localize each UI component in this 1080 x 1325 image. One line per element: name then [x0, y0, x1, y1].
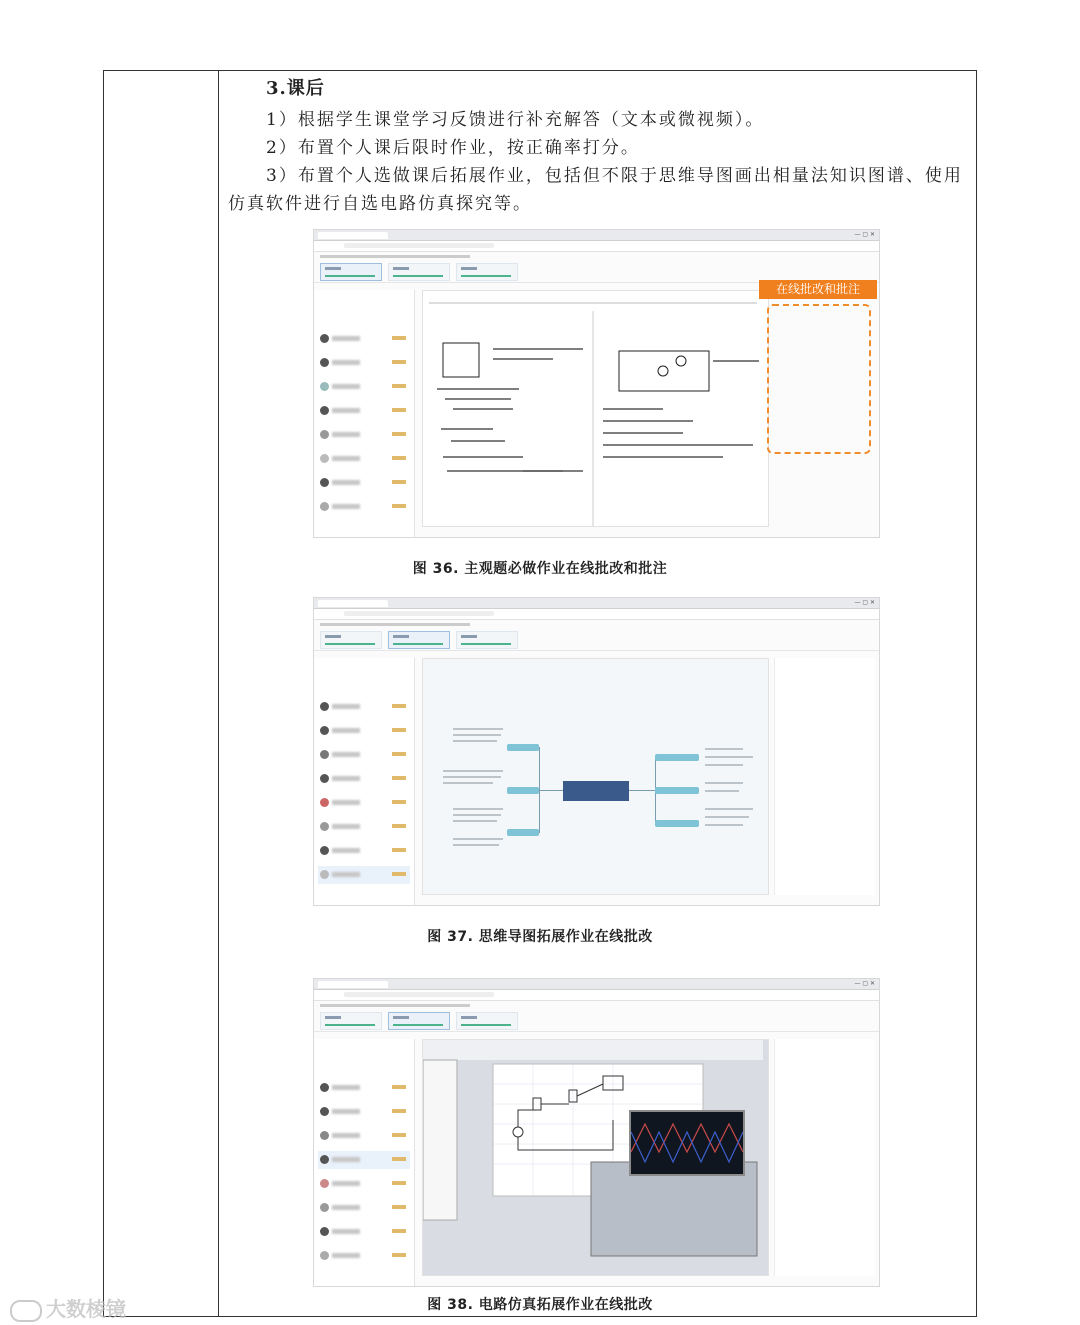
- grading-panel: [775, 460, 875, 527]
- figure-caption: 图 36. 主观题必做作业在线批改和批注: [412, 561, 668, 577]
- oscilloscope-display: [629, 1110, 745, 1176]
- figure-caption: 图 37. 思维导图拓展作业在线批改: [427, 929, 653, 945]
- screenshot-figure-36: — ▢ ✕ 在线批改和批注: [313, 229, 880, 538]
- list-item: 3）布置个人选做课后拓展作业，包括但不限于思维导图画出相量法知识图谱、使用仿真软件进行自选电路仿真探究等。: [228, 166, 963, 214]
- mindmap-canvas: [422, 658, 769, 895]
- grading-panel: [774, 1039, 875, 1276]
- circuit-simulation-window: [422, 1039, 769, 1276]
- student-list: [314, 658, 415, 905]
- table-column-divider: [218, 70, 219, 1317]
- watermark: 大数棱镜: [10, 1293, 126, 1322]
- list-item: 2）布置个人课后限时作业，按正确率打分。: [266, 138, 640, 158]
- grading-panel: [774, 658, 875, 895]
- handwriting-image: [423, 291, 763, 531]
- annotation-highlight-box: [767, 304, 871, 454]
- watermark-logo-icon: [10, 1300, 42, 1322]
- online-grading-badge: 在线批改和批注: [759, 280, 877, 299]
- list-item: 1）根据学生课堂学习反馈进行补充解答（文本或微视频）。: [266, 110, 765, 130]
- screenshot-figure-38: — ▢ ✕: [313, 978, 880, 1287]
- annotated-homework: [422, 290, 769, 527]
- figure-caption: 图 38. 电路仿真拓展作业在线批改: [427, 1297, 653, 1313]
- screenshot-figure-37: — ▢ ✕: [313, 597, 880, 906]
- section-content: [228, 74, 970, 218]
- section-title: 3.课后: [266, 78, 325, 99]
- student-list: [314, 290, 415, 537]
- mindmap-text-lines: [423, 659, 763, 899]
- student-list: [314, 1039, 415, 1286]
